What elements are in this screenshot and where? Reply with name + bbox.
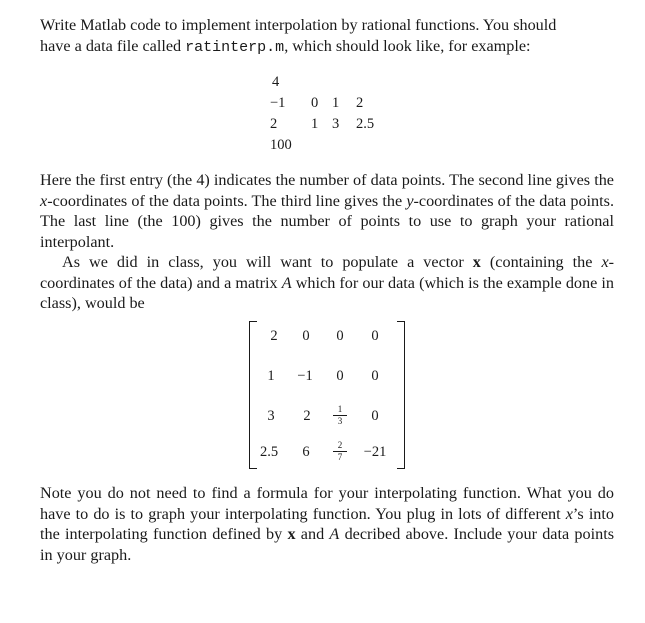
intro-line-1: Write Matlab code to implement interpolation by rational functions. You should <box>40 16 557 34</box>
explanation-text: -coordinates of the data points. The last line (the 100) gives the number of points to use to graph your rational interpolant. <box>40 191 614 251</box>
matrix-right-bracket <box>397 321 405 469</box>
y-value: 2.5 <box>356 116 375 132</box>
data-count: 4 <box>272 74 280 90</box>
matrix-cell: −1 <box>297 368 313 384</box>
fraction-denominator: 3 <box>337 416 343 426</box>
x-value: 1 <box>332 95 340 111</box>
matrix-cell: 2.5 <box>259 444 279 460</box>
matrix-cell: 2 <box>303 408 311 424</box>
explanation-text: As we did in class, you will want to populate a vector <box>62 253 473 271</box>
intro-line-2b: , which should look like, for example: <box>284 36 531 55</box>
matrix-fraction <box>333 441 347 462</box>
graph-points: 100 <box>270 137 292 153</box>
fraction-denominator: 7 <box>337 452 343 462</box>
data-filename: ratinterp.m <box>185 38 285 56</box>
matrix-cell: 0 <box>371 328 379 344</box>
explanation-text: (containing the <box>480 253 602 271</box>
note-text: Note you do not need to find a formula for your interpolating function. What you do have to do is to graph your interpolating function. You plug in lots of different <box>40 484 614 523</box>
vector-x: x <box>287 525 296 543</box>
note-paragraph <box>40 483 614 565</box>
math-y: y <box>406 191 414 210</box>
vector-x: x <box>472 253 481 271</box>
fraction-numerator: 2 <box>333 441 347 452</box>
y-value: 1 <box>311 116 319 132</box>
explanation-text: -coordinates of the data points. The third line gives the <box>47 191 407 210</box>
y-value: 2 <box>270 116 278 132</box>
intro-line-2a: have a data file called <box>40 36 186 55</box>
matrix-cell: 2 <box>270 328 278 344</box>
note-text: ’s into the interpolating function defined by <box>40 504 614 543</box>
matrix-cell: 6 <box>302 444 310 460</box>
math-x: x <box>40 191 48 210</box>
math-x: x <box>565 504 573 523</box>
explanation-paragraph-2 <box>40 252 614 314</box>
fraction-numerator: 1 <box>333 405 347 416</box>
x-value: 2 <box>356 95 364 111</box>
note-text: decribed above. Include your data points in your graph. <box>40 525 615 564</box>
matrix-cell: 1 <box>267 368 275 384</box>
matrix-A: A <box>281 273 292 292</box>
matrix-cell: 0 <box>371 368 379 384</box>
explanation-text: Here the first entry (the 4) indicates the number of data points. The second line gives the <box>40 171 614 189</box>
matrix-fraction <box>333 405 347 426</box>
intro-paragraph <box>40 15 614 58</box>
matrix-cell: 3 <box>267 408 275 424</box>
matrix-cell: 0 <box>336 368 344 384</box>
matrix-cell: −21 <box>363 444 387 460</box>
x-value: −1 <box>270 95 286 111</box>
x-value: 0 <box>311 95 319 111</box>
note-text: and <box>295 525 330 543</box>
explanation-text: -coordinates of the data) and a matrix <box>40 253 615 292</box>
explanation-text: which for our data (which is the example done in class), would be <box>40 273 614 312</box>
matrix-cell: 0 <box>336 328 344 344</box>
matrix-cell: 0 <box>371 408 379 424</box>
matrix-a <box>249 321 405 469</box>
math-x: x <box>601 253 609 271</box>
explanation-paragraph-1 <box>40 170 614 252</box>
y-value: 3 <box>332 116 340 132</box>
matrix-cell: 0 <box>302 328 310 344</box>
matrix-A: A <box>329 525 340 543</box>
